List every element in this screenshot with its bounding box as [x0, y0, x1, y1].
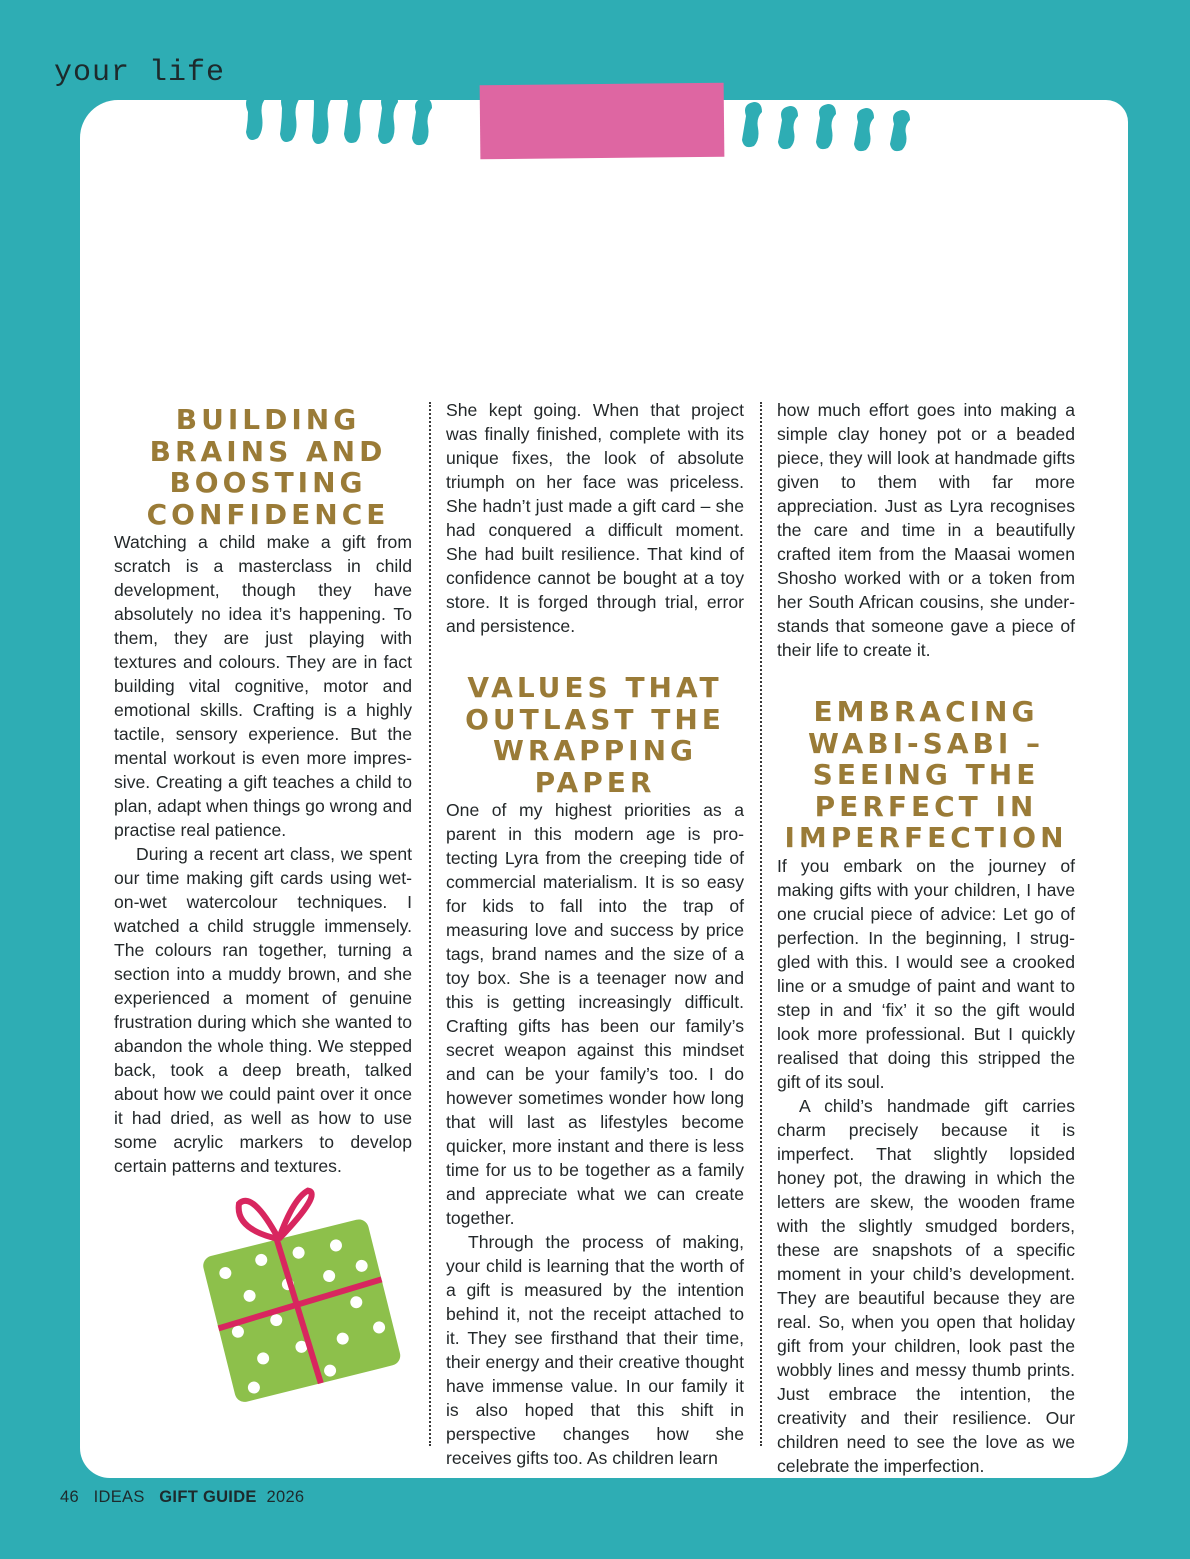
body-paragraph: She kept going. When that project was finally finished, complete with its unique fixes, the look of absolute triumph on her face was priceless. She hadn’t just made a gift card – she had conquered a difficult moment. She had built resilience. That kind of confidence cannot be bought at a toy store. It is forged through trial, error and persistence. — [446, 400, 744, 636]
guide-name: GIFT GUIDE — [159, 1488, 257, 1506]
article-column-2 — [446, 398, 744, 1470]
section-heading: EMBRACING WABI-SABI – SEEING THE PERFECT IN IMPERFECTION — [784, 695, 1068, 854]
article-column-1 — [114, 398, 412, 1178]
column-divider — [429, 402, 431, 1446]
body-paragraph: Watching a child make a gift from scratch is a masterclass in child development, though they have absolutely no idea it’s happening. To them, they are just playing with textures and colours. They are in fact building vital cognitive, motor and emotional skills. Crafting is a highly tactile, sensory experience. But the mental workout is even more impres-sive. Creating a gift teaches a child to plan, adapt when things go wrong and practise real patience. — [114, 532, 412, 840]
body-paragraph: One of my highest priorities as a parent in this modern age is pro-tecting Lyra from the creeping tide of commercial materialism. It is so easy for kids to fall into the trap of measuring love and success by price tags, brand names and the size of a toy box. She is a teenager now and this is getting increasingly difficult. Crafting gifts has been our family’s secret weapon against this mindset and can be your family’s too. I do however sometimes wonder how long that will last as lifestyles become quicker, more instant and there is less time for us to be together as a family and appreciate what we can create together. — [446, 800, 744, 1228]
article-column-3 — [777, 398, 1075, 1478]
body-paragraph: A child’s handmade gift carries charm precisely because it is imperfect. That slightly lopsided honey pot, the drawing in which the letters are skew, the wooden frame with the slightly smudged borders, these are snapshots of a specific moment in your child’s development. They are beautiful because they are real. So, when you open that holiday gift from your children, look past the wobbly lines and messy thumb prints. Just embrace the intention, the creativity and their resilience. Our children need to see the love as we celebrate the imperfection. — [777, 1095, 1075, 1476]
magazine-name: IDEAS — [93, 1488, 145, 1506]
section-heading: VALUES THAT OUTLAST THE WRAPPING PAPER — [465, 671, 725, 799]
body-paragraph: If you embark on the journey of making gifts with your children, I have one crucial piece of advice: Let go of perfection. In the beginning, I strug-gled with this. I would see a crooked line or a smudge of paint and want to step in and ‘fix’ it so the gift would look more professional. But I quickly realised that doing this stripped the gift of its soul. — [777, 855, 1075, 1092]
section-label: your life — [54, 56, 226, 90]
page-number: 46 — [60, 1488, 79, 1506]
guide-year: 2026 — [266, 1488, 305, 1506]
body-paragraph: how much effort goes into making a simple clay honey pot or a beaded piece, they will look at handmade gifts given to them with far more appreciation. Just as Lyra recognises the care and time in a beautifully crafted item from the Maasai women Shosho worked with or a token from her South African cousins, she under-stands that someone gave a piece of their life to create it. — [777, 400, 1075, 660]
body-paragraph: During a recent art class, we spent our time making gift cards using wet-on-wet watercolour techniques. I watched a child struggle immensely. The colours ran together, turning a section into a muddy brown, and she experienced a moment of genuine frustration during which she wanted to abandon the whole thing. We stepped back, took a deep breath, talked about how we could paint over it once it had dried, as well as how to use some acrylic markers to develop certain patterns and textures. — [114, 844, 412, 1176]
section-heading: BUILDING BRAINS AND BOOSTING CONFIDENCE — [146, 403, 390, 531]
gift-box-illustration — [196, 1176, 406, 1406]
body-paragraph: Through the process of making, your child is learning that the worth of a gift is measured by the intention behind it, not the receipt attached to it. They see firsthand that their time, their energy and their creative thought have immense value. In our family it is also hoped that this shift in perspective changes how she receives gifts too. As children learn — [446, 1232, 744, 1468]
page-footer — [60, 1488, 304, 1507]
column-divider — [760, 402, 762, 1446]
pink-tape — [480, 83, 725, 160]
